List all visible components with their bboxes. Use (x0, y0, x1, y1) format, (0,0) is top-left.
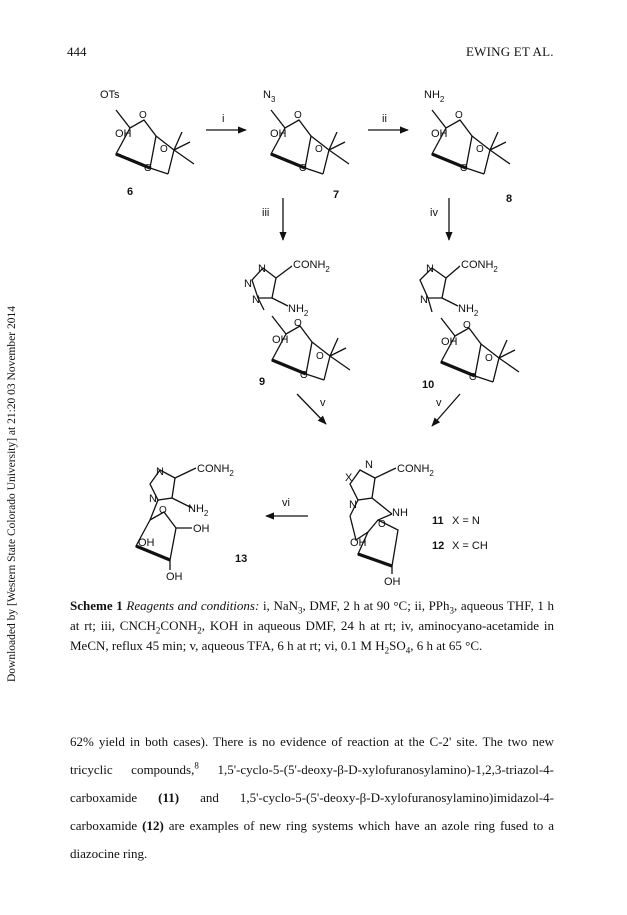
svg-text:OH: OH (166, 571, 183, 583)
svg-text:O: O (160, 144, 168, 155)
svg-text:12: 12 (432, 540, 445, 552)
svg-text:NH2: $NH_2$ (188, 503, 209, 518)
svg-text:v: v (320, 397, 326, 409)
compound-10 (420, 259, 519, 391)
body-paragraph: 62% yield in both cases). There is no evidence of reaction at the C-2' site. The two new tricyclic compounds,$^8$ 1,5'-cyclo-5-(5'-deoxy-β-D-xylofuranosylamino)-1,2,3-triazol-4-carboxamide (11) and 1,5'-cyclo-5-(5'-deoxy-β-D-xylofuranosylamino)imidazol-4-carboxamide (12) are examples of new ring systems which have an azole ring fused to a diazocine ring. (70, 734, 555, 861)
svg-text:CONH2: $CONH_2$ (197, 463, 234, 478)
svg-text:OTs: OTs (100, 89, 120, 101)
svg-text:N: N (156, 466, 164, 478)
svg-text:N: N (258, 263, 266, 275)
svg-text:OH: OH (193, 523, 210, 535)
svg-text:O: O (463, 320, 471, 331)
caption-label: Scheme 1 (70, 598, 123, 613)
arrow-step-iv (430, 198, 449, 240)
svg-text:6: 6 (127, 186, 134, 198)
svg-text:O: O (378, 519, 386, 530)
svg-text:O: O (476, 144, 484, 155)
arrow-step-v-left (297, 394, 326, 424)
svg-text:O: O (144, 163, 152, 174)
svg-text:i: i (222, 113, 225, 125)
svg-text:O: O (159, 505, 167, 516)
svg-text:NH2: $NH_2$ (458, 303, 479, 318)
svg-text:O: O (300, 370, 308, 381)
svg-text:X: X (345, 472, 353, 484)
svg-text:OH: OH (270, 128, 287, 140)
svg-text:O: O (460, 163, 468, 174)
svg-text:v: v (436, 397, 442, 409)
running-head: EWING ET AL. (466, 44, 554, 59)
arrow-step-iii (262, 198, 283, 240)
download-watermark: Downloaded by [Western State Colorado University] at 21:20 03 November 2014 (6, 306, 18, 682)
svg-text:O: O (294, 318, 302, 329)
svg-text:OH: OH (431, 128, 448, 140)
svg-text:X = CH: X = CH (452, 540, 488, 552)
svg-text:N: N (149, 493, 157, 505)
svg-text:OH: OH (272, 334, 289, 346)
svg-text:iv: iv (430, 207, 438, 219)
arrow-step-i (206, 113, 246, 130)
svg-text:CONH2: $CONH_2$ (293, 259, 330, 274)
svg-text:NH2: $NH_2$ (424, 89, 445, 104)
svg-text:CONH2: $CONH_2$ (461, 259, 498, 274)
svg-text:OH: OH (138, 537, 155, 549)
compound-6 (100, 89, 194, 198)
svg-text:iii: iii (262, 207, 270, 219)
compound-13 (136, 463, 247, 583)
scheme-caption: Scheme 1 Reagents and conditions: i, NaN$_3$, DMF, 2 h at 90 °C; ii, PPh$_3$, aqueous THF, 1 h at rt; iii, $CNCH_2CONH_2$, KOH in aqueous DMF, 24 h at rt; iv, aminocyano-acetamide in MeCN, reflux 45 min; v, aqueous TFA, 6 h at rt; vi, 0.1 M $H_2SO_4$, 6 h at 65 °C. (70, 598, 555, 656)
caption-heading: Reagents and conditions: (126, 598, 260, 613)
svg-text:OH: OH (441, 336, 458, 348)
arrow-step-v-right (432, 394, 460, 426)
arrow-step-vi (266, 497, 308, 516)
svg-text:NH2: $NH_2$ (288, 303, 309, 318)
svg-text:10: 10 (422, 379, 435, 391)
svg-text:O: O (139, 110, 147, 121)
svg-text:CONH2: $CONH_2$ (397, 463, 434, 478)
svg-text:OH: OH (115, 128, 132, 140)
svg-text:N: N (365, 459, 373, 471)
svg-text:X = N: X = N (452, 515, 480, 527)
svg-text:OH: OH (384, 576, 401, 588)
svg-text:N: N (252, 294, 260, 306)
svg-text:vi: vi (282, 497, 290, 509)
svg-text:O: O (315, 144, 323, 155)
compound-8 (424, 89, 512, 205)
svg-text:O: O (469, 372, 477, 383)
svg-text:NH: NH (392, 507, 408, 519)
svg-text:8: 8 (506, 193, 513, 205)
svg-text:N: N (426, 263, 434, 275)
svg-text:OH: OH (350, 537, 367, 549)
compound-11-12 (345, 459, 488, 588)
svg-text:11: 11 (432, 515, 444, 527)
compound-9 (244, 259, 350, 388)
svg-text:O: O (294, 110, 302, 121)
svg-text:N3: $N_3$ (263, 89, 276, 104)
svg-text:13: 13 (235, 553, 248, 565)
svg-text:ii: ii (382, 113, 387, 125)
page-number: 444 (67, 44, 87, 59)
svg-text:O: O (485, 353, 493, 364)
reference-8: 8 (194, 760, 199, 771)
compound-7 (263, 89, 349, 201)
svg-text:7: 7 (333, 189, 340, 201)
svg-text:N: N (420, 294, 428, 306)
svg-text:O: O (455, 110, 463, 121)
svg-text:N: N (349, 499, 357, 511)
svg-text:9: 9 (259, 376, 266, 388)
arrow-step-ii (368, 113, 408, 130)
svg-text:O: O (316, 351, 324, 362)
svg-text:O: O (299, 163, 307, 174)
svg-text:N: N (244, 278, 252, 290)
